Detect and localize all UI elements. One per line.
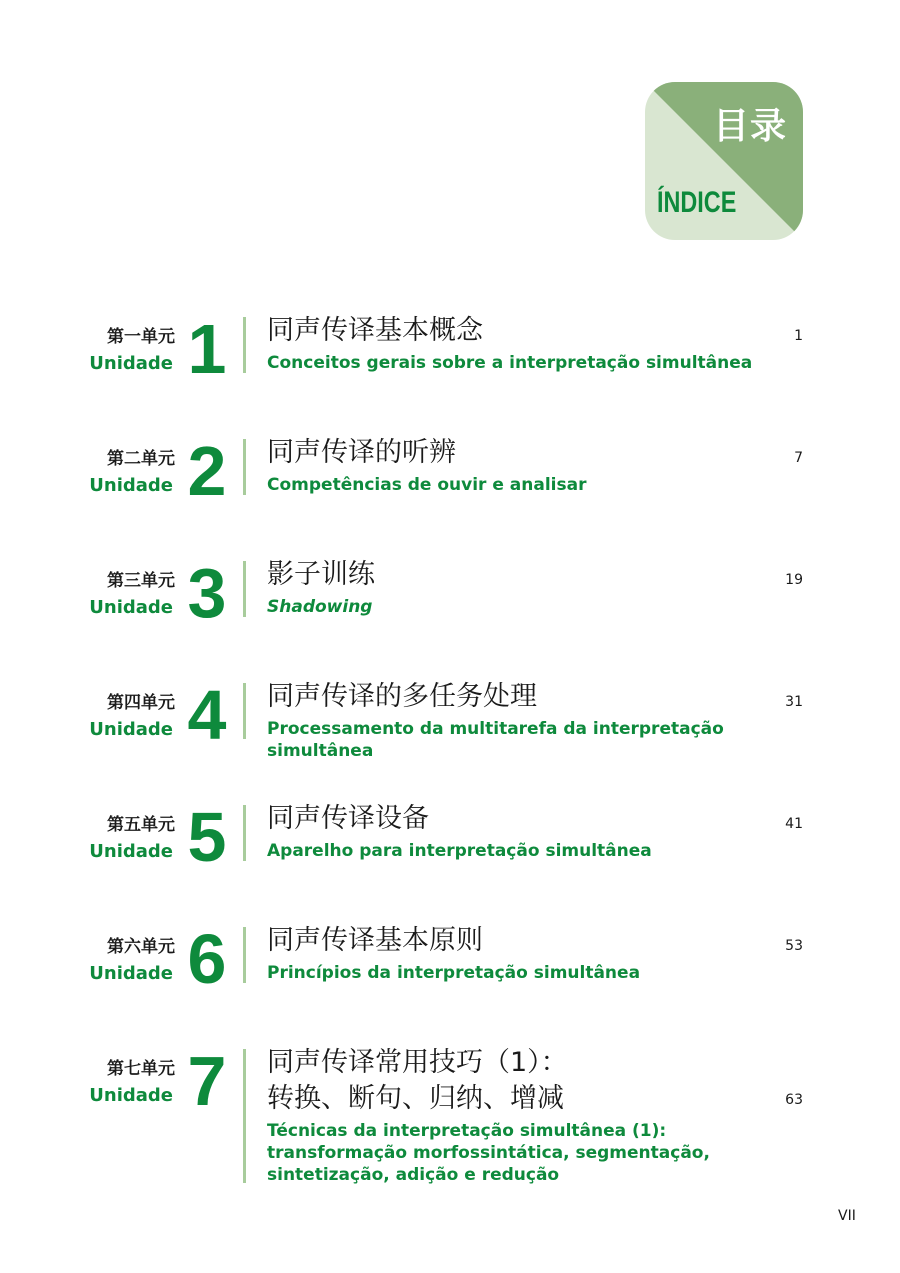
divider-bar: [243, 1049, 246, 1183]
unit-number: 1: [187, 310, 227, 388]
unit-label-pt: Unidade: [89, 1085, 173, 1106]
page-number: 19: [785, 572, 803, 588]
unit-number: 5: [187, 798, 227, 876]
unit-number: 2: [187, 432, 227, 510]
index-badge: [645, 82, 803, 240]
unit-number: 6: [187, 920, 227, 998]
unit-title-pt: Shadowing: [267, 597, 373, 617]
unit-title-zh: 同声传译基本原则: [267, 925, 483, 956]
unit-label-zh: 第三单元: [107, 571, 175, 591]
unit-label-pt: Unidade: [89, 841, 173, 862]
unit-label-zh: 第五单元: [107, 815, 175, 835]
unit-number: 3: [187, 554, 227, 632]
unit-number: 7: [187, 1042, 227, 1120]
unit-title-pt: Técnicas da interpretação simultânea (1): transformação morfossintática, segmentação, sintetização, adição e redução: [267, 1121, 710, 1185]
unit-number: 4: [187, 676, 227, 754]
unit-label-zh: 第一单元: [107, 327, 175, 347]
unit-title-pt: Conceitos gerais sobre a interpretação simultânea: [267, 353, 753, 373]
divider-bar: [243, 439, 246, 495]
page-number: 31: [785, 694, 803, 710]
badge-title-zh: 目录: [712, 106, 787, 147]
page-number: 1: [794, 328, 803, 344]
unit-title-pt: Processamento da multitarefa da interpretação simultânea: [267, 719, 724, 761]
page-number: 53: [785, 938, 803, 954]
unit-label-pt: Unidade: [89, 963, 173, 984]
unit-title-zh: 同声传译常用技巧（1）： 转换、断句、归纳、增减: [267, 1047, 568, 1114]
unit-label-pt: Unidade: [89, 475, 173, 496]
unit-label-pt: Unidade: [89, 353, 173, 374]
unit-label-zh: 第四单元: [107, 693, 175, 713]
unit-title-zh: 影子训练: [267, 559, 375, 590]
folio-page-number: VII: [838, 1208, 856, 1224]
divider-bar: [243, 927, 246, 983]
divider-bar: [243, 805, 246, 861]
unit-label-zh: 第二单元: [107, 449, 175, 469]
divider-bar: [243, 317, 246, 373]
unit-label-zh: 第七单元: [107, 1059, 175, 1079]
badge-title-pt: ÍNDICE: [657, 186, 737, 219]
unit-title-pt: Princípios da interpretação simultânea: [267, 963, 641, 983]
unit-title-zh: 同声传译基本概念: [267, 315, 483, 346]
unit-title-pt: Competências de ouvir e analisar: [267, 475, 587, 495]
unit-title-zh: 同声传译的听辨: [267, 437, 456, 468]
unit-title-zh: 同声传译的多任务处理: [267, 681, 537, 712]
unit-label-zh: 第六单元: [107, 937, 175, 957]
page-number: 41: [785, 816, 803, 832]
unit-label-pt: Unidade: [89, 719, 173, 740]
unit-label-pt: Unidade: [89, 597, 173, 618]
divider-bar: [243, 683, 246, 739]
unit-title-pt: Aparelho para interpretação simultânea: [267, 841, 652, 861]
page-number: 63: [785, 1092, 803, 1108]
page-number: 7: [794, 450, 803, 466]
divider-bar: [243, 561, 246, 617]
unit-title-zh: 同声传译设备: [267, 803, 429, 834]
